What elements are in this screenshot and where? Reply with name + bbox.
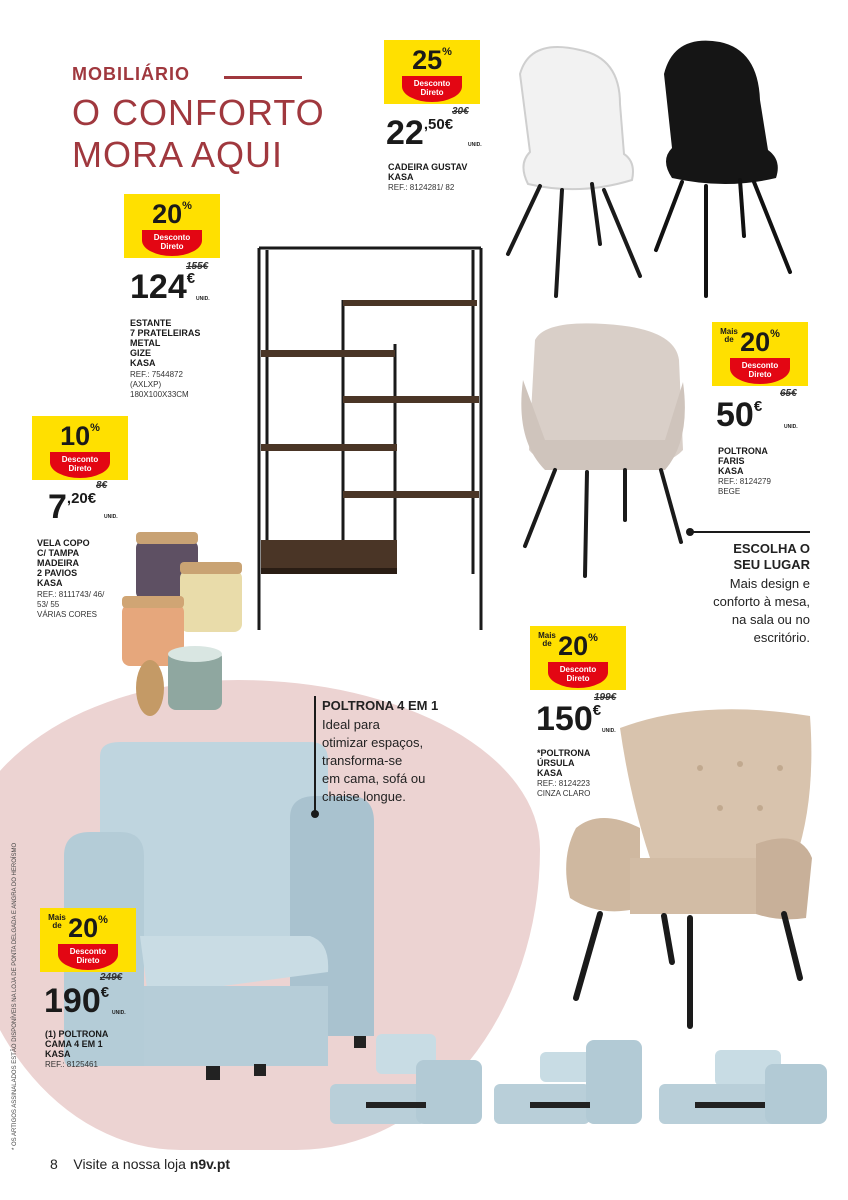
- name-line: KASA: [718, 466, 744, 476]
- shelf-image: [255, 244, 485, 634]
- old-price: 8€: [96, 480, 108, 491]
- name-line: FARIS: [718, 456, 745, 466]
- body-line: em cama, sofá ou: [322, 771, 426, 786]
- name-line: KASA: [537, 768, 563, 778]
- ursula-armchair-image: [560, 708, 820, 1034]
- discount-badge-ursula: [530, 626, 626, 690]
- mais-de-label: Mais de: [720, 327, 738, 344]
- name-line: POLTRONA: [718, 446, 768, 456]
- ref-line: REF.: 7544872: [130, 370, 183, 379]
- product-name-estante: [130, 318, 200, 368]
- product-name-faris: [718, 446, 768, 476]
- old-price: 199€: [594, 692, 617, 703]
- tagline-divider: [692, 531, 810, 533]
- page-headline: [72, 92, 332, 176]
- discount-badge-faris: [712, 322, 808, 386]
- ref-line: 180X100X33CM: [130, 390, 189, 399]
- white-chair-image: [500, 44, 650, 304]
- name-line: *POLTRONA: [537, 748, 591, 758]
- name-line: ESTANTE: [130, 318, 172, 328]
- unit-label: UNID.: [468, 142, 482, 148]
- price: [386, 116, 453, 150]
- ref-line: BEGE: [718, 487, 741, 496]
- black-chair-image: [650, 40, 800, 290]
- poltrona4-title: POLTRONA 4 EM 1: [322, 698, 439, 713]
- name-line: GIZE: [130, 348, 152, 358]
- product-name-cadeira: [388, 162, 467, 182]
- body-line: chaise longue.: [322, 789, 406, 804]
- headline-line-2: MORA AQUI: [72, 134, 284, 175]
- percent-sign: %: [442, 46, 452, 58]
- name-line: MADEIRA: [37, 558, 79, 568]
- product-name-cama: [45, 1029, 108, 1059]
- discount-value: 20: [740, 327, 771, 357]
- ref-line: REF.: 8124279: [718, 477, 771, 486]
- escolha-body: [680, 575, 810, 647]
- product-ref: REF.: 8124281/ 82: [388, 183, 455, 192]
- name-line: VELA COPO: [37, 538, 90, 548]
- faris-armchair-image: [515, 320, 695, 580]
- percent-sign: %: [770, 328, 780, 340]
- discount-badge-cadeira: [384, 40, 480, 104]
- unit-label: UNID.: [602, 728, 616, 734]
- discount-label: Desconto Direto: [548, 662, 608, 688]
- unit-label: UNID.: [112, 1010, 126, 1016]
- unit-label: UNID.: [196, 296, 210, 302]
- price-integer: 22: [386, 114, 424, 152]
- poltrona4-dot: [311, 810, 319, 818]
- discount-value: 20: [152, 199, 183, 229]
- price: [716, 398, 762, 432]
- name-line: (1) POLTRONA: [45, 1029, 109, 1039]
- old-price: 249€: [100, 972, 123, 983]
- discount-label: Desconto Direto: [58, 944, 118, 970]
- product-name-ursula: [537, 748, 590, 778]
- name-line: 2 PAVIOS: [37, 568, 78, 578]
- unit-label: UNID.: [104, 514, 118, 520]
- discount-label: Desconto Direto: [142, 230, 202, 256]
- escolha-title: [690, 541, 810, 573]
- body-line: otimizar espaços,: [322, 735, 424, 750]
- ref-line: (AXLXP): [130, 380, 162, 389]
- discount-value: 25: [412, 45, 443, 75]
- product-ref: [718, 477, 771, 497]
- title-line: SEU LUGAR: [733, 557, 810, 572]
- price-currency: €: [87, 490, 97, 507]
- sofa-bed-config-3: [655, 1040, 835, 1130]
- name-line: KASA: [45, 1049, 71, 1059]
- product-ref: [537, 779, 590, 799]
- body-line: escritório.: [753, 630, 810, 645]
- price-decimal: ,20: [66, 490, 88, 507]
- footer-website-link[interactable]: n9v.pt: [189, 1156, 231, 1172]
- name-line: KASA: [37, 578, 63, 588]
- name-line: CADEIRA GUSTAV: [388, 162, 468, 172]
- name-line: METAL: [130, 338, 161, 348]
- discount-value: 20: [558, 631, 589, 661]
- discount-badge-vela: [32, 416, 128, 480]
- name-line: KASA: [130, 358, 156, 368]
- name-line: ÚRSULA: [537, 758, 575, 768]
- old-price: 30€: [452, 106, 469, 117]
- price: [130, 270, 195, 304]
- product-ref: [37, 590, 104, 620]
- discount-label: Desconto Direto: [50, 452, 110, 478]
- legal-disclaimer: * OS ARTIGOS ASSINALADOS ESTÃO DISPONÍVEIS NA LOJA DE PONTA DELGADA E ANGRA DO HEROÍSMO: [12, 842, 18, 1150]
- name-line: C/ TAMPA: [37, 548, 80, 558]
- price-decimal: ,50: [423, 116, 445, 133]
- price-currency: €: [592, 702, 602, 719]
- category-divider: [224, 76, 302, 79]
- percent-sign: %: [98, 914, 108, 926]
- body-line: Mais design e: [729, 576, 810, 591]
- price-integer: 50: [716, 396, 754, 434]
- ref-line: CINZA CLARO: [537, 789, 591, 798]
- product-ref: REF.: 8125461: [45, 1060, 98, 1069]
- page-number: 8: [50, 1156, 58, 1172]
- percent-sign: %: [588, 632, 598, 644]
- name-line: KASA: [388, 172, 414, 182]
- body-line: na sala ou no: [731, 612, 810, 627]
- price-integer: 124: [130, 268, 187, 306]
- poltrona4-divider: [314, 696, 316, 814]
- headline-line-1: O CONFORTO: [72, 92, 325, 133]
- ref-line: 53/ 55: [37, 600, 60, 609]
- title-line: ESCOLHA O: [733, 541, 810, 556]
- old-price: 155€: [186, 261, 209, 272]
- sofa-bed-config-2: [490, 1030, 655, 1130]
- price: [536, 702, 601, 736]
- price-currency: €: [100, 984, 110, 1001]
- unit-label: UNID.: [784, 424, 798, 430]
- mais-de-label: Mais de: [538, 631, 556, 648]
- sofa-bed-config-1: [326, 1030, 491, 1130]
- name-line: CAMA 4 EM 1: [45, 1039, 103, 1049]
- discount-badge-cama: [40, 908, 136, 972]
- product-name-vela: [37, 538, 90, 588]
- price-currency: €: [444, 116, 454, 133]
- old-price: 65€: [780, 388, 797, 399]
- discount-value: 20: [68, 913, 99, 943]
- discount-value: 10: [60, 421, 91, 451]
- body-line: Ideal para: [322, 717, 380, 732]
- footer: [50, 1156, 230, 1172]
- price-currency: €: [186, 270, 196, 287]
- footer-text: Visite a nossa loja: [73, 1156, 186, 1172]
- body-line: conforto à mesa,: [713, 594, 810, 609]
- ref-line: VÁRIAS CORES: [37, 610, 98, 619]
- price: [44, 984, 109, 1018]
- price: [48, 490, 96, 524]
- mais-de-label: Mais de: [48, 913, 66, 930]
- candles-image: [120, 530, 245, 720]
- price-integer: 150: [536, 700, 593, 738]
- body-line: transforma-se: [322, 753, 403, 768]
- price-currency: €: [753, 398, 763, 415]
- discount-label: Desconto Direto: [402, 76, 462, 102]
- poltrona4-body: [322, 716, 462, 806]
- category-label: MOBILIÁRIO: [72, 64, 190, 84]
- product-ref: [130, 370, 189, 400]
- ref-line: REF.: 8111743/ 46/: [37, 590, 105, 599]
- price-integer: 190: [44, 982, 101, 1020]
- ref-line: REF.: 8124223: [537, 779, 590, 788]
- discount-label: Desconto Direto: [730, 358, 790, 384]
- price-integer: 7: [48, 488, 67, 526]
- discount-badge-estante: [124, 194, 220, 258]
- percent-sign: %: [182, 200, 192, 212]
- name-line: 7 PRATELEIRAS: [130, 328, 201, 338]
- percent-sign: %: [90, 422, 100, 434]
